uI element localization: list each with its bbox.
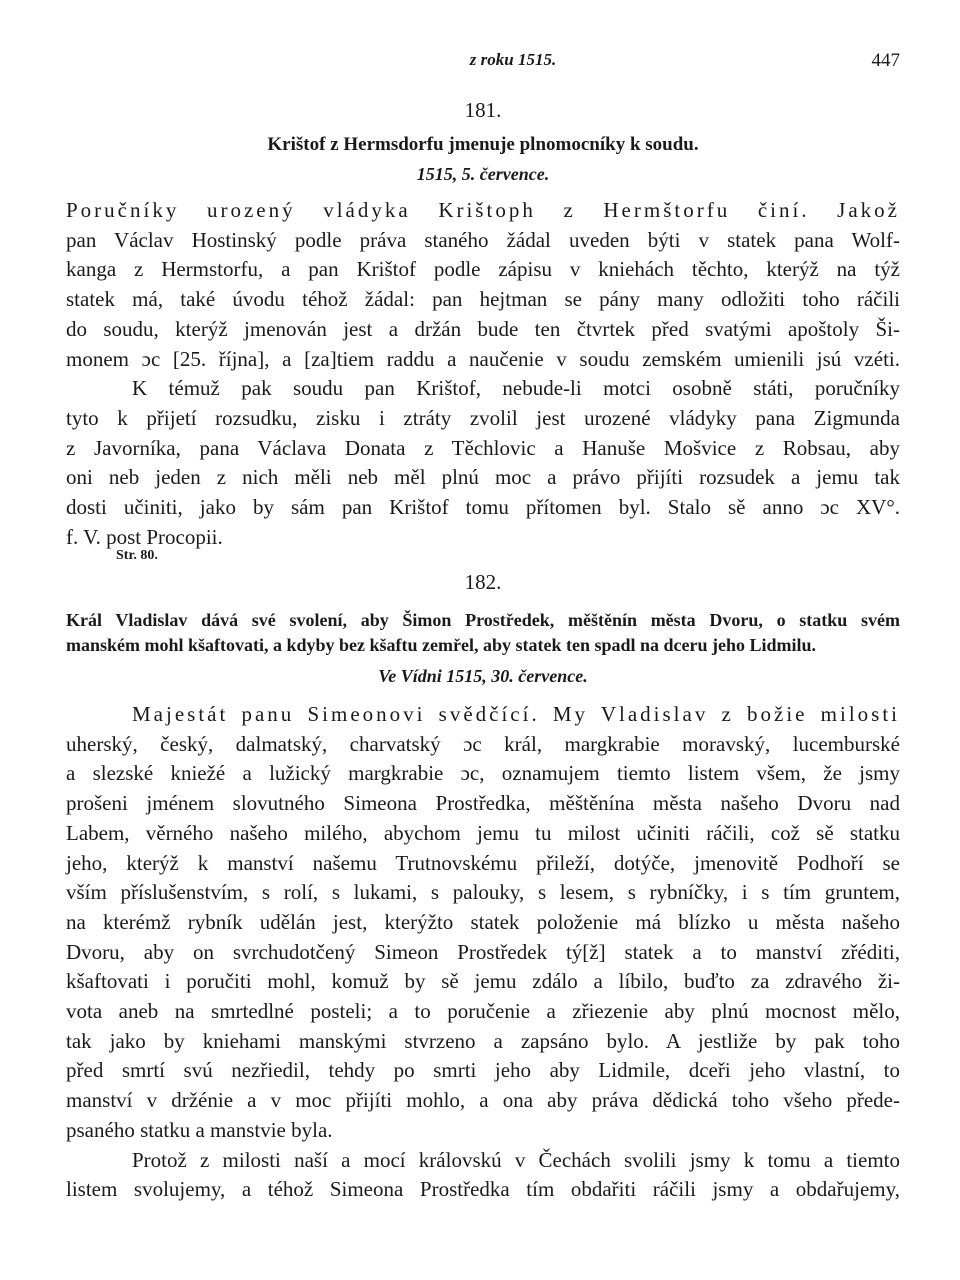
document-page: [66, 0, 900, 1280]
text-line: [66, 196, 900, 226]
text-line: tak jako by kniehami manskými stvrzeno a zapsáno bylo. A jestliže by pak toho: [66, 1028, 900, 1053]
text-line: prošeni jménem slovutného Simeona Prostředka, měštěnína města našeho Dvoru nad: [66, 791, 900, 816]
text-line: monem ɔc [25. října], a [za]tiem raddu a naučenie v soudu zemském umienili jsú vzéti.: [66, 346, 900, 371]
source-note-181: Str. 80.: [116, 548, 158, 563]
text-line: [66, 700, 900, 730]
text-line: z Javorníka, pana Václava Donata z Těchlovic a Hanuše Mošvice z Robsau, aby: [66, 435, 900, 460]
text-line: Majestát panu Simeonovi svědčící. My Vladislav z božie milosti: [132, 702, 900, 726]
text-line: kanga z Hermstorfu, a pan Krištof podle zápisu v kniehách těchto, kterýž na týž: [66, 257, 900, 282]
text-line: vším příslušenstvím, s rolí, s lukami, s palouky, s lesem, s rybníčky, i s tím gruntem,: [66, 880, 900, 905]
text-line: oni neb jeden z nich měli neb měl plnú moc a právo přijíti rozsudek a jemu tak: [66, 465, 900, 490]
text-line: jeho, kterýž k manství našemu Trutnovskému přileží, dotýče, jmenovitě Podhoří se: [66, 850, 900, 875]
text-line: K témuž pak soudu pan Krištof, nebude-li motci osobně státi, poručníky: [132, 376, 900, 401]
text-182: [66, 700, 900, 1205]
regest-182: [66, 608, 900, 658]
regest-181: Krištof z Hermsdorfu jmenuje plnomocníky k soudu.: [267, 134, 699, 155]
text-181: [66, 196, 900, 552]
date-182: Ve Vídni 1515, 30. července.: [378, 666, 588, 686]
running-title: z roku 1515.: [469, 50, 557, 69]
text-line: dosti učiniti, jako by sám pan Krištof tomu přítomen byl. Stalo sě anno ɔc XV°.: [66, 495, 900, 520]
text-line: statek má, také úvodu téhož žádal: pan hejtman se pány many odložiti toho ráčili: [66, 287, 900, 312]
text-line: tyto k přijetí rozsudku, zisku i ztráty zvolil jest urozené vládyky pana Zigmunda: [66, 405, 900, 430]
text-line: psaného statku a manstvie byla.: [66, 1117, 333, 1142]
text-line: vota aneb na smrtedlné posteli; a to poručenie a zřiezenie aby plnú mocnost mělo,: [66, 999, 900, 1024]
regest-line: manském mohl kšaftovati, a kdyby bez kšaftu zemřel, aby statek ten spadl na dceru jeho Lidmilu.: [66, 635, 817, 655]
text-line: Poručníky urozený vládyka Krištoph z Hermštorfu činí. Jakož: [66, 198, 900, 222]
text-line: f. V. post Procopii.: [66, 524, 223, 549]
text-line: do soudu, kterýž jmenován jest a držán bude ten čtvrtek před svatými apoštoly Ši-: [66, 316, 900, 341]
page-number: 447: [871, 50, 900, 71]
date-181: 1515, 5. července.: [416, 164, 550, 184]
text-line: na kterémž rybník udělán jest, kterýžto statek položenie má blízko u města našeho: [66, 909, 900, 934]
document-number-181: 181.: [464, 98, 502, 122]
document-number-182: 182.: [464, 570, 502, 594]
text-line: kšaftovati i poručiti mohl, komuž by sě jemu zdálo a líbilo, buďto za zdravého ži-: [66, 969, 900, 994]
text-line: Protož z milosti naší a mocí královskú v Čechách svolili jsmy k tomu a tiemto: [132, 1147, 900, 1172]
text-line: manství v držénie a v moc přijíti mohlo, a ona aby práva dědická toho všeho přede-: [66, 1088, 900, 1113]
text-line: Labem, věrného našeho milého, abychom jemu tu milost učiniti ráčili, což sě statku: [66, 820, 900, 845]
running-head: [66, 50, 900, 80]
text-line: a slezské kniežé a lužický margkrabie ɔc, oznamujem tiemto listem všem, že jsmy: [66, 761, 900, 786]
text-line: Dvoru, aby on svrchudotčený Simeon Prostředek tý[ž] statek a to manství zřéditi,: [66, 939, 900, 964]
regest-line: Král Vladislav dává své svolení, aby Šimon Prostředek, měštěnín města Dvoru, o statku svém: [66, 610, 900, 630]
text-line: uherský, český, dalmatský, charvatský ɔc král, margkrabie moravský, lucemburské: [66, 731, 900, 756]
text-line: listem svolujemy, a téhož Simeona Prostředka tím obdařiti ráčili jsmy a obdařujemy,: [66, 1177, 900, 1202]
text-line: před smrtí svú nezřiedil, tehdy po smrti jeho aby Lidmile, dceři jeho vlastní, to: [66, 1058, 900, 1083]
text-line: pan Václav Hostinský podle práva staného žádal uveden býti v statek pana Wolf-: [66, 227, 900, 252]
